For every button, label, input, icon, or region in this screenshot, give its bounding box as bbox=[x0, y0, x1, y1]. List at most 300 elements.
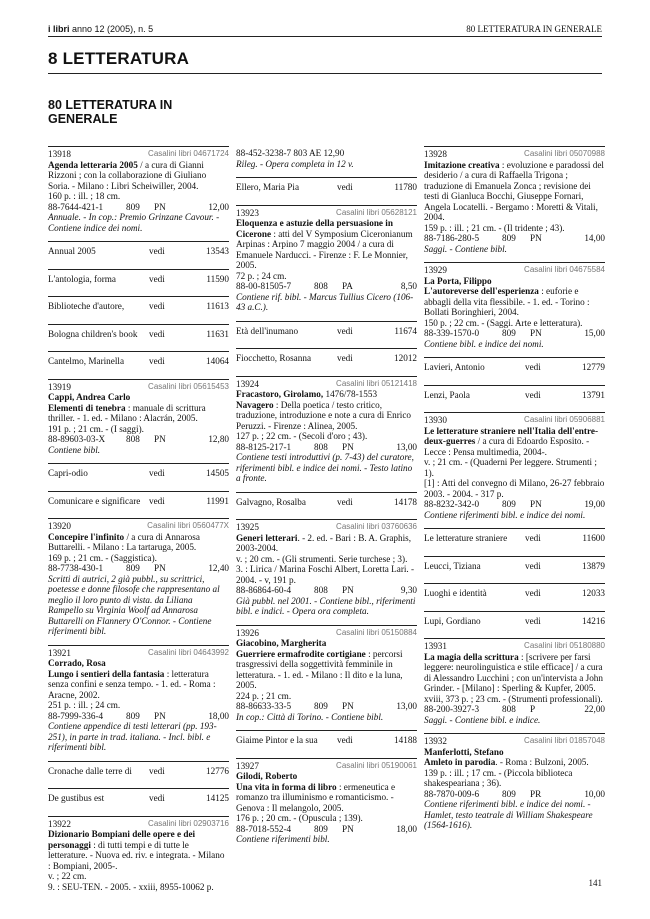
entry-title: Concepire l'infinito bbox=[48, 531, 125, 542]
entry-source: Casalini libri 05150884 bbox=[336, 627, 417, 637]
cross-reference bbox=[236, 348, 417, 368]
cross-reference bbox=[48, 269, 229, 289]
entry-source: Casalini libri 0560477X bbox=[147, 521, 229, 530]
entry-title: Elementi di tenebra bbox=[48, 402, 126, 413]
dewey-code: 808 bbox=[314, 585, 328, 595]
entry-number: 13923 bbox=[236, 207, 259, 218]
entry-text: 191 p. ; 21 cm. - (I saggi). bbox=[48, 423, 144, 434]
entry-notes: Contiene riferimenti bibl. e indice dei nomi. bbox=[424, 509, 586, 520]
entry-title: Agenda letteraria 2005 bbox=[48, 159, 138, 170]
xref-number: 12776 bbox=[206, 765, 229, 776]
price: 8,50 bbox=[400, 281, 417, 291]
entry-body bbox=[236, 533, 417, 586]
xref-vedi: vedi bbox=[525, 362, 541, 372]
entry-notes: Contiene appendice di testi letterari (pp. 193-251), in parte in trad. italiana. - Incl. bibl. e riferimenti bibl. bbox=[48, 721, 217, 752]
entry-number: 13925 bbox=[236, 522, 259, 532]
price: 12,00 bbox=[208, 201, 229, 212]
entry-text: 3. : Lirica / Marina Foschi Albert, Loretta Lari. - 2004. - v, 191 p. bbox=[236, 564, 415, 585]
entry-source: Casalini libri 04675584 bbox=[524, 265, 605, 274]
xref-vedi: vedi bbox=[337, 325, 353, 336]
xref-vedi: vedi bbox=[525, 533, 541, 543]
entry-text: 159 p. : ill. ; 21 cm. - (Il tridente ; 43). bbox=[424, 222, 565, 233]
xref-title: Cronache dalle terre di bbox=[48, 765, 132, 776]
price-line bbox=[48, 563, 229, 574]
xref-number: 12012 bbox=[394, 353, 417, 363]
entry-text: . - 2. ed. - Bari : B. A. Graphis, 2003-2004. bbox=[236, 532, 412, 553]
dewey-code: 809 bbox=[502, 788, 516, 799]
xref-title: De gustibus est bbox=[48, 793, 105, 803]
format-code: PN bbox=[530, 328, 542, 338]
entry-text: / a cura di Gianni Rizzoni ; con la collaborazione di Giuliano Soria. - Milano : Libri Scheiwiller, 2004. bbox=[48, 159, 207, 191]
format-code: PN bbox=[530, 233, 542, 243]
isbn: 88-8232-342-0 bbox=[424, 499, 480, 509]
entry-title: Gilodi, Roberto bbox=[236, 771, 298, 781]
format-code: PN bbox=[342, 585, 354, 595]
xref-vedi: vedi bbox=[149, 301, 165, 311]
entry-header bbox=[48, 382, 229, 393]
entry-body bbox=[236, 218, 417, 281]
format-code: PN bbox=[342, 823, 354, 834]
entry-number: 13921 bbox=[48, 647, 71, 658]
entry-header bbox=[48, 521, 229, 532]
entry-title: Corrado, Rosa bbox=[48, 658, 106, 668]
entry-text: : percorsi trasgressivi della soggettività femminile in letteratura. - 1. ed. - Milano : Il dito e la luna, 2005. bbox=[236, 648, 403, 690]
entry-text: 169 p. ; 21 cm. - (Saggistica). bbox=[48, 552, 157, 563]
isbn: 88-339-1570-0 bbox=[424, 328, 480, 338]
xref-number: 13879 bbox=[582, 560, 605, 571]
entry-body bbox=[48, 658, 229, 711]
bibliographic-entry bbox=[48, 645, 229, 753]
entry-notes: Contiene bibl. e indice dei nomi. bbox=[424, 338, 544, 349]
entry-notes: Saggi. - Contiene bibl. e indice. bbox=[424, 714, 541, 725]
xref-title: Cantelmo, Marinella bbox=[48, 356, 125, 366]
entry-title: Guerriere ermafrodite cortigiane bbox=[236, 648, 366, 659]
entry-body bbox=[236, 638, 417, 701]
price-line bbox=[236, 824, 417, 835]
entry-title: Navagero bbox=[236, 399, 274, 410]
xref-title: Giaime Pintor e la sua bbox=[236, 735, 318, 745]
dewey-code: 808 bbox=[126, 434, 140, 444]
entry-title: Dizionario Bompiani delle opere e dei personaggi bbox=[48, 829, 196, 850]
xref-title: Lupi, Gordiano bbox=[424, 615, 481, 626]
entry-title: Eloquenza e astuzie della persuasione in Cicerone bbox=[236, 218, 393, 239]
entry-text: [1] : Atti del convegno di Milano, 26-27 febbraio 2003. - 2004. - 317 p. bbox=[424, 478, 605, 499]
entry-title: Fracastoro, Girolamo, bbox=[236, 389, 324, 399]
entry-text: : letteratura senza confini e senza tempo. - 1. ed. - Roma : Aracne, 2002. bbox=[48, 668, 216, 700]
bibliographic-entry bbox=[236, 758, 417, 845]
entry-text: : evoluzione e paradossi del desiderio / a cura di Raffaella Trigona ; traduzione di Emanuela Zonca ; revisione dei testi di Gianluca Bocchi, Giuseppe Fornari, Angela Locatelli. - Bergamo : Moretti & Vitali, 2004. bbox=[424, 159, 604, 222]
entry-header bbox=[236, 628, 417, 639]
entry-title: Una vita in forma di libro bbox=[236, 781, 337, 792]
entry-body bbox=[424, 160, 605, 234]
header-rule bbox=[48, 36, 602, 37]
cross-reference bbox=[48, 241, 229, 261]
entry-notes: Contiene bibl. bbox=[48, 444, 101, 455]
cross-reference bbox=[424, 583, 605, 603]
entry-header bbox=[424, 149, 605, 160]
xref-number: 14064 bbox=[206, 356, 229, 366]
cross-reference bbox=[424, 611, 605, 631]
xref-number: 11590 bbox=[206, 273, 229, 284]
entry-title: Le letterature straniere nell'Italia dell'entre-deux-guerres bbox=[424, 425, 599, 446]
xref-number: 11780 bbox=[394, 182, 417, 192]
isbn: 88-7644-421-1 bbox=[48, 201, 104, 212]
xref-title: Annual 2005 bbox=[48, 246, 96, 256]
column-3 bbox=[424, 146, 605, 839]
dewey-code: 809 bbox=[314, 701, 328, 711]
section-title: 80 LETTERATURA IN GENERALE bbox=[48, 98, 173, 126]
entry-source: Casalini libri 05615453 bbox=[148, 381, 229, 391]
format-code: PA bbox=[342, 281, 353, 291]
entry-title: L'autoreverse dell'esperienza bbox=[424, 286, 539, 296]
price: 22,00 bbox=[584, 704, 605, 714]
price-line bbox=[236, 281, 417, 292]
format-code: PN bbox=[154, 710, 166, 721]
chapter-rule bbox=[48, 73, 602, 74]
price-line bbox=[48, 434, 229, 445]
price: 12,40 bbox=[208, 563, 229, 573]
entry-text: 251 p. : ill. ; 24 cm. bbox=[48, 700, 121, 710]
isbn: 88-86864-60-4 bbox=[236, 585, 292, 595]
entry-text: : manuale di scrittura thriller. - 1. ed. - Milano : Alacrán, 2005. bbox=[48, 402, 206, 423]
xref-vedi: vedi bbox=[149, 273, 165, 284]
entry-header bbox=[424, 641, 605, 652]
entry-header bbox=[48, 819, 229, 830]
dewey-code: 809 bbox=[126, 710, 140, 721]
entry-notes: Contiene riferimenti bibl. e indice dei nomi. - Hamlet, testo teatrale di William Shakespeare (1564-1616). bbox=[424, 799, 593, 830]
xref-title: Leucci, Tiziana bbox=[424, 560, 481, 571]
format-code: PN bbox=[342, 701, 354, 711]
xref-vedi: vedi bbox=[337, 182, 353, 192]
entry-header bbox=[424, 736, 605, 747]
entry-number: 13932 bbox=[424, 736, 447, 746]
dewey-code: 809 bbox=[502, 328, 516, 338]
running-header-right: 80 LETTERATURA IN GENERALE bbox=[466, 24, 602, 34]
price-line bbox=[424, 499, 605, 510]
dewey-code: 808 bbox=[314, 441, 328, 452]
format-code: P bbox=[530, 704, 536, 714]
entry-header bbox=[424, 265, 605, 276]
entry-text: 150 p. ; 22 cm. - (Saggi. Arte e letteratura). bbox=[424, 317, 583, 328]
bibliographic-entry bbox=[424, 412, 605, 520]
xref-number: 13543 bbox=[206, 246, 229, 256]
entry-header bbox=[48, 648, 229, 659]
dewey-code: 808 bbox=[314, 281, 328, 291]
isbn: 88-7738-430-1 bbox=[48, 563, 104, 573]
entry-notes: Contiene rif. bibl. - Marcus Tullius Cicero (106-43 a.C.). bbox=[236, 291, 414, 312]
cross-reference bbox=[48, 491, 229, 511]
entry-continuation bbox=[236, 146, 417, 169]
cross-reference bbox=[236, 730, 417, 750]
entry-text: 1476/78-1553 bbox=[323, 389, 378, 399]
price: 10,00 bbox=[584, 788, 605, 799]
xref-title: Età dell'inumano bbox=[236, 325, 299, 336]
price-line bbox=[424, 328, 605, 339]
entry-text: 127 p. ; 22 cm. - (Secoli d'oro ; 43). bbox=[236, 431, 368, 441]
xref-title: Le letterature straniere bbox=[424, 533, 508, 543]
cross-reference bbox=[236, 177, 417, 197]
format-code: PN bbox=[154, 563, 166, 573]
cross-reference bbox=[424, 556, 605, 576]
price-line bbox=[424, 704, 605, 715]
bibliographic-entry bbox=[48, 379, 229, 456]
entry-source: Casalini libri 03760636 bbox=[336, 522, 417, 531]
entry-notes: Contiene testi introduttivi (p. 7-43) del curatore, riferimenti bibl. e indice dei nomi. - Testo latino a fronte. bbox=[236, 452, 414, 483]
bibliographic-entry bbox=[424, 146, 605, 254]
isbn: 88-7186-280-5 bbox=[424, 233, 480, 243]
format-code: PR bbox=[530, 788, 542, 799]
entry-text: : di tutti tempi e di tutte le letterature. - Nuova ed. riv. e integrata. - Milano : Bompiani, 2005-. bbox=[48, 839, 225, 871]
entry-number: 13924 bbox=[236, 378, 259, 389]
entry-notes: In cop.: Città di Torino. - Contiene bibl. bbox=[236, 711, 384, 722]
entry-text: : [scrivere per farsi leggere: neurolinguistica e stile efficace] / a cura di Alessandro Lucchini ; con un'intervista a John Grinder. - [Milano] : Sperling & Kupfer, 2005. bbox=[424, 651, 603, 693]
price: 19,00 bbox=[584, 499, 605, 509]
price-line bbox=[424, 789, 605, 800]
cross-reference bbox=[48, 463, 229, 483]
xref-vedi: vedi bbox=[337, 496, 353, 507]
xref-title: Capri-odio bbox=[48, 468, 88, 478]
entry-body bbox=[236, 389, 417, 442]
entry-text: v. ; 22 cm. bbox=[48, 871, 87, 881]
entry-text: 72 p. ; 24 cm. bbox=[236, 270, 287, 281]
entry-body bbox=[236, 148, 417, 159]
price-line bbox=[48, 202, 229, 213]
cross-reference bbox=[48, 324, 229, 344]
entry-text: v. ; 20 cm. - (Gli strumenti. Serie turchese ; 3). bbox=[236, 553, 408, 564]
isbn: 88-89603-03-X bbox=[48, 434, 106, 444]
xref-vedi: vedi bbox=[149, 495, 165, 506]
bibliographic-entry bbox=[48, 816, 229, 893]
entry-notes: Annuale. - In cop.: Premio Grinzane Cavour. - Contiene indice dei nomi. bbox=[48, 212, 220, 233]
bibliographic-entry bbox=[48, 146, 229, 233]
entry-text: v. ; 21 cm. - (Quaderni Per leggere. Strumenti ; 1). bbox=[424, 457, 597, 478]
entry-title: La Porta, Filippo bbox=[424, 275, 492, 286]
bibliographic-entry bbox=[424, 638, 605, 725]
entry-number: 13927 bbox=[236, 760, 259, 771]
xref-number: 11613 bbox=[206, 301, 229, 311]
entry-source: Casalini libri 04671724 bbox=[148, 149, 229, 158]
dewey-code: 808 bbox=[502, 704, 516, 714]
xref-title: Fiocchetto, Rosanna bbox=[236, 353, 312, 363]
entry-title: Giacobino, Margherita bbox=[236, 638, 327, 648]
entry-header bbox=[48, 149, 229, 160]
xref-number: 13791 bbox=[582, 389, 605, 400]
format-code: PN bbox=[154, 434, 166, 444]
cross-reference bbox=[236, 321, 417, 341]
price-line bbox=[236, 442, 417, 453]
bibliographic-entry bbox=[424, 733, 605, 831]
format-code: PN bbox=[154, 201, 166, 212]
entry-header bbox=[424, 415, 605, 426]
entry-number: 13918 bbox=[48, 149, 71, 159]
xref-number: 14505 bbox=[206, 468, 229, 478]
entry-body bbox=[236, 771, 417, 824]
entry-number: 13920 bbox=[48, 521, 71, 531]
dewey-code: 809 bbox=[126, 563, 140, 573]
xref-title: Biblioteche d'autore, bbox=[48, 301, 125, 311]
xref-vedi: vedi bbox=[525, 560, 541, 571]
price: 13,00 bbox=[396, 441, 417, 452]
entry-number: 13926 bbox=[236, 627, 259, 638]
entry-number: 13928 bbox=[424, 149, 447, 159]
entry-text: 160 p. : ill. ; 18 cm. bbox=[48, 191, 121, 201]
entry-title: Lungo i sentieri della fantasia bbox=[48, 668, 165, 679]
price: 9,30 bbox=[400, 585, 417, 595]
entry-title: Cappi, Andrea Carlo bbox=[48, 392, 131, 402]
entry-text: : euforie e abbagli della vita flessibile. - 1. ed. - Torino : Bollati Boringhieri, 2004. bbox=[424, 286, 590, 317]
xref-number: 12033 bbox=[582, 588, 605, 598]
entry-notes: Rileg. - Opera completa in 12 v. bbox=[236, 158, 354, 169]
entry-text: 176 p. ; 20 cm. - (Opuscula ; 139). bbox=[236, 813, 363, 823]
price-line bbox=[236, 701, 417, 712]
xref-title: L'antologia, forma bbox=[48, 273, 116, 284]
xref-vedi: vedi bbox=[149, 765, 165, 776]
xref-vedi: vedi bbox=[149, 328, 165, 339]
entry-text: / a cura di Edoardo Esposito. - Lecce : Pensa multimedia, 2004-. bbox=[424, 436, 590, 457]
xref-number: 14216 bbox=[582, 615, 605, 626]
bibliographic-entry bbox=[236, 205, 417, 313]
dewey-code: 809 bbox=[502, 499, 516, 509]
entry-source: Casalini libri 05180880 bbox=[524, 641, 605, 650]
xref-number: 14125 bbox=[206, 793, 229, 803]
xref-title: Comunicare e significare bbox=[48, 495, 141, 506]
isbn: 88-7999-336-4 bbox=[48, 710, 104, 721]
entry-number: 13922 bbox=[48, 818, 71, 829]
xref-title: Ellero, Maria Pia bbox=[236, 182, 300, 192]
format-code: PN bbox=[530, 499, 542, 509]
xref-vedi: vedi bbox=[525, 588, 541, 598]
entry-source: Casalini libri 05121418 bbox=[336, 378, 417, 388]
entry-title: Manferlotti, Stefano bbox=[424, 746, 504, 757]
xref-title: Lenzi, Paola bbox=[424, 389, 470, 400]
xref-title: Luoghi e identità bbox=[424, 588, 487, 598]
cross-reference bbox=[48, 296, 229, 316]
entry-source: Casalini libri 05070988 bbox=[524, 149, 605, 158]
entry-body bbox=[48, 532, 229, 564]
dewey-code: 809 bbox=[126, 201, 140, 212]
bibliographic-entry bbox=[236, 625, 417, 723]
xref-number: 14178 bbox=[394, 496, 417, 507]
xref-vedi: vedi bbox=[525, 389, 541, 400]
entry-text: 139 p. : ill. ; 17 cm. - (Piccola biblioteca shakespeariana ; 36). bbox=[424, 767, 573, 788]
dewey-code: 809 bbox=[502, 233, 516, 243]
entry-notes: Scritti di autrici, 2 già pubbl., su scrittrici, poetesse e donne filosofe che rappresentano al meglio il loro punto di vista. da Liliana Rampello su Virginia Woolf ad Annarosa Buttarelli on Flannery O'Connor. - Contiene riferimenti bibl. bbox=[48, 573, 220, 636]
entry-notes: Contiene riferimenti bibl. bbox=[236, 834, 330, 844]
column-1 bbox=[48, 146, 229, 900]
xref-number: 11631 bbox=[206, 328, 229, 339]
dewey-code: 809 bbox=[314, 823, 328, 834]
xref-vedi: vedi bbox=[337, 735, 353, 745]
entry-text: 88-452-3238-7 803 AE 12,90 bbox=[236, 148, 345, 158]
entry-body bbox=[424, 426, 605, 500]
xref-title: Lavieri, Antonio bbox=[424, 362, 485, 372]
isbn: 88-200-3927-3 bbox=[424, 704, 480, 714]
entry-notes: Saggi. - Contiene bibl. bbox=[424, 243, 507, 254]
entry-source: Casalini libri 05190061 bbox=[336, 760, 417, 770]
entry-text: . - Roma : Bulzoni, 2005. bbox=[495, 757, 589, 767]
entry-text: 224 p. ; 21 cm. bbox=[236, 690, 292, 701]
column-2 bbox=[236, 146, 417, 853]
entry-header bbox=[236, 208, 417, 219]
price-line bbox=[236, 585, 417, 596]
cross-reference bbox=[236, 492, 417, 512]
entry-number: 13919 bbox=[48, 381, 71, 392]
cross-reference bbox=[424, 357, 605, 377]
cross-reference bbox=[424, 528, 605, 548]
entry-text: : Della poetica / testo critico, traduzione, introduzione e note a cura di Enrico Peruzzi. - Firenze : Alinea, 2005. bbox=[236, 399, 412, 431]
entry-source: Casalini libri 05628121 bbox=[336, 207, 417, 217]
entry-text: xviii, 373 p. ; 23 cm. - (Strumenti professionali). bbox=[424, 693, 603, 704]
entry-body bbox=[48, 160, 229, 202]
xref-number: 11600 bbox=[582, 533, 605, 543]
isbn: 88-8125-217-1 bbox=[236, 441, 292, 452]
entry-body bbox=[48, 392, 229, 434]
entry-notes: Già pubbl. nel 2001. - Contiene bibl., riferimenti bibl. e indici. - Opera ora completa. bbox=[236, 595, 416, 616]
xref-number: 14188 bbox=[394, 735, 417, 745]
entry-header bbox=[236, 379, 417, 390]
xref-number: 12779 bbox=[582, 362, 605, 372]
isbn: 88-86633-33-5 bbox=[236, 701, 292, 711]
xref-vedi: vedi bbox=[337, 353, 353, 363]
price: 12,80 bbox=[208, 434, 229, 444]
xref-vedi: vedi bbox=[149, 793, 165, 803]
xref-title: Galvagno, Rosalba bbox=[236, 496, 306, 507]
entry-body bbox=[48, 829, 229, 892]
cross-reference bbox=[48, 761, 229, 781]
price-line bbox=[424, 233, 605, 244]
format-code: PN bbox=[342, 441, 354, 452]
entry-header bbox=[236, 761, 417, 772]
xref-vedi: vedi bbox=[149, 356, 165, 366]
entry-text: 9. : SEU-TEN. - 2005. - xxiii, 8955-10062 p. bbox=[48, 881, 214, 892]
cross-reference bbox=[48, 351, 229, 371]
xref-number: 11674 bbox=[394, 325, 417, 336]
isbn: 88-7870-009-6 bbox=[424, 788, 480, 799]
price: 14,00 bbox=[584, 233, 605, 243]
chapter-title: 8 LETTERATURA bbox=[48, 49, 190, 68]
bibliographic-entry bbox=[236, 519, 417, 617]
entry-title: Amleto in parodia bbox=[424, 757, 496, 767]
entry-text: : ermeneutica e romanzo tra illuminismo e romanticismo. - Genova : Il melangolo, 2005. bbox=[236, 781, 396, 813]
bibliographic-entry bbox=[236, 376, 417, 484]
page-number: 141 bbox=[588, 878, 602, 888]
xref-vedi: vedi bbox=[149, 468, 165, 478]
running-header-left: i libri anno 12 (2005), n. 5 bbox=[48, 24, 154, 34]
price: 13,00 bbox=[396, 701, 417, 711]
entry-source: Casalini libri 01857048 bbox=[524, 736, 605, 745]
entry-title: Imitazione creativa bbox=[424, 159, 500, 170]
entry-title: Generi letterari bbox=[236, 532, 298, 543]
xref-vedi: vedi bbox=[525, 615, 541, 626]
entry-body bbox=[424, 747, 605, 789]
cross-reference bbox=[424, 385, 605, 405]
entry-number: 13929 bbox=[424, 265, 447, 275]
entry-body bbox=[424, 276, 605, 329]
entry-text: : atti del V Symposium Ciceronianum Arpinas : Arpino 7 maggio 2004 / a cura di Emanuele Narducci. - Firenze : F. Le Monnier, 2005. bbox=[236, 228, 413, 270]
entry-number: 13931 bbox=[424, 641, 447, 651]
entry-source: Casalini libri 02903716 bbox=[148, 818, 229, 828]
xref-vedi: vedi bbox=[149, 246, 165, 256]
xref-title: Bologna children's book bbox=[48, 328, 138, 339]
price: 18,00 bbox=[396, 823, 417, 834]
entry-title: La magia della scrittura bbox=[424, 651, 519, 662]
entry-body bbox=[424, 652, 605, 705]
entry-source: Casalini libri 04643992 bbox=[148, 647, 229, 657]
xref-number: 11991 bbox=[206, 495, 229, 506]
entry-text: / a cura di Annarosa Buttarelli. - Milano : La tartaruga, 2005. bbox=[48, 531, 200, 552]
price: 18,00 bbox=[208, 710, 229, 721]
bibliographic-entry bbox=[48, 518, 229, 637]
